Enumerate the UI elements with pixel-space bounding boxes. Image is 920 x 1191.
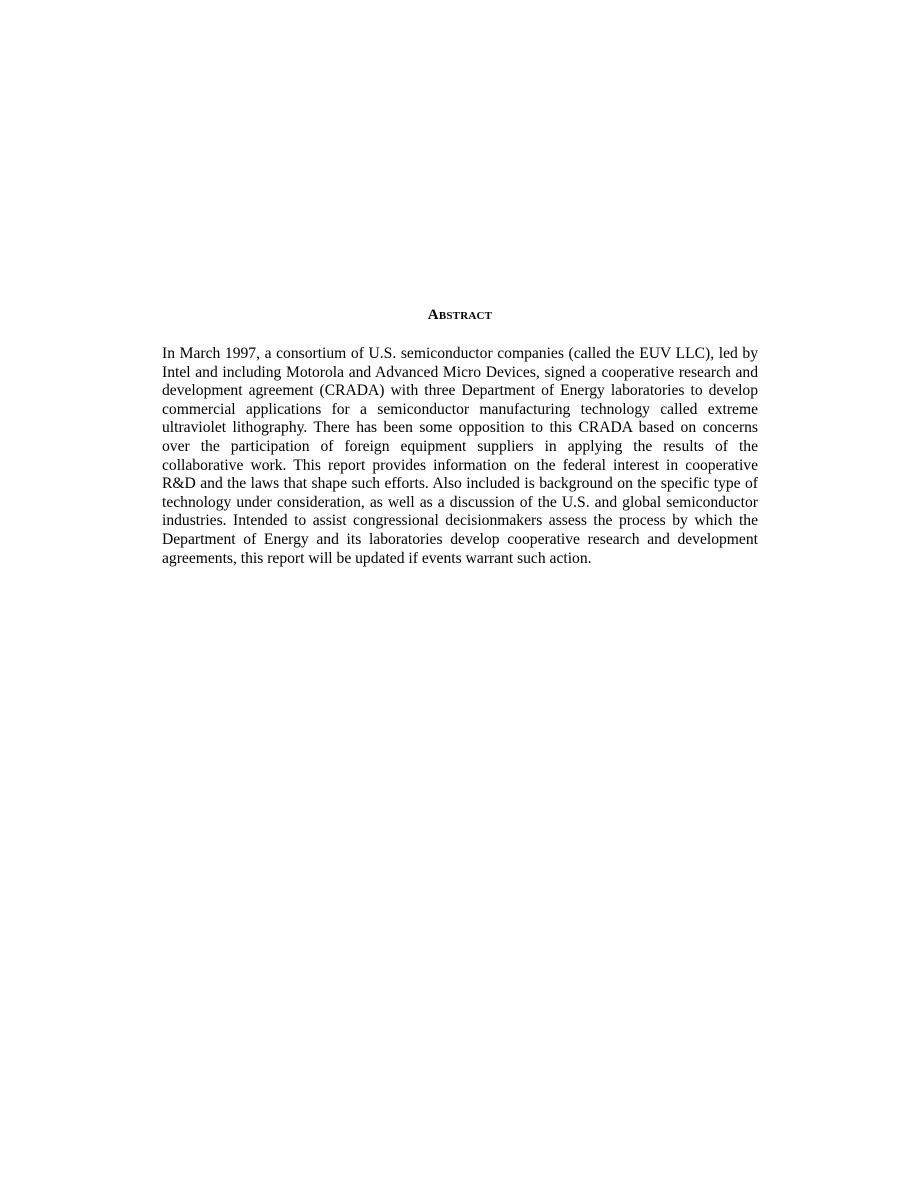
abstract-section xyxy=(162,305,758,568)
abstract-body: In March 1997, a consortium of U.S. semiconductor companies (called the EUV LLC), led by Intel and including Motorola and Advanced Micro Devices, signed a cooperative research and development agreement (CRADA) with three Department of Energy laboratories to develop commercial applications for a semiconductor manufacturing technology called extreme ultraviolet lithography. There has been some opposition to this CRADA based on concerns over the participation of foreign equipment suppliers in applying the results of the collaborative work. This report provides information on the federal interest in cooperative R&D and the laws that shape such efforts. Also included is background on the specific type of technology under consideration, as well as a discussion of the U.S. and global semiconductor industries. Intended to assist congressional decisionmakers assess the process by which the Department of Energy and its laboratories develop cooperative research and development agreements, this report will be updated if events warrant such action. xyxy=(162,345,758,567)
abstract-heading: Abstract xyxy=(427,307,493,323)
